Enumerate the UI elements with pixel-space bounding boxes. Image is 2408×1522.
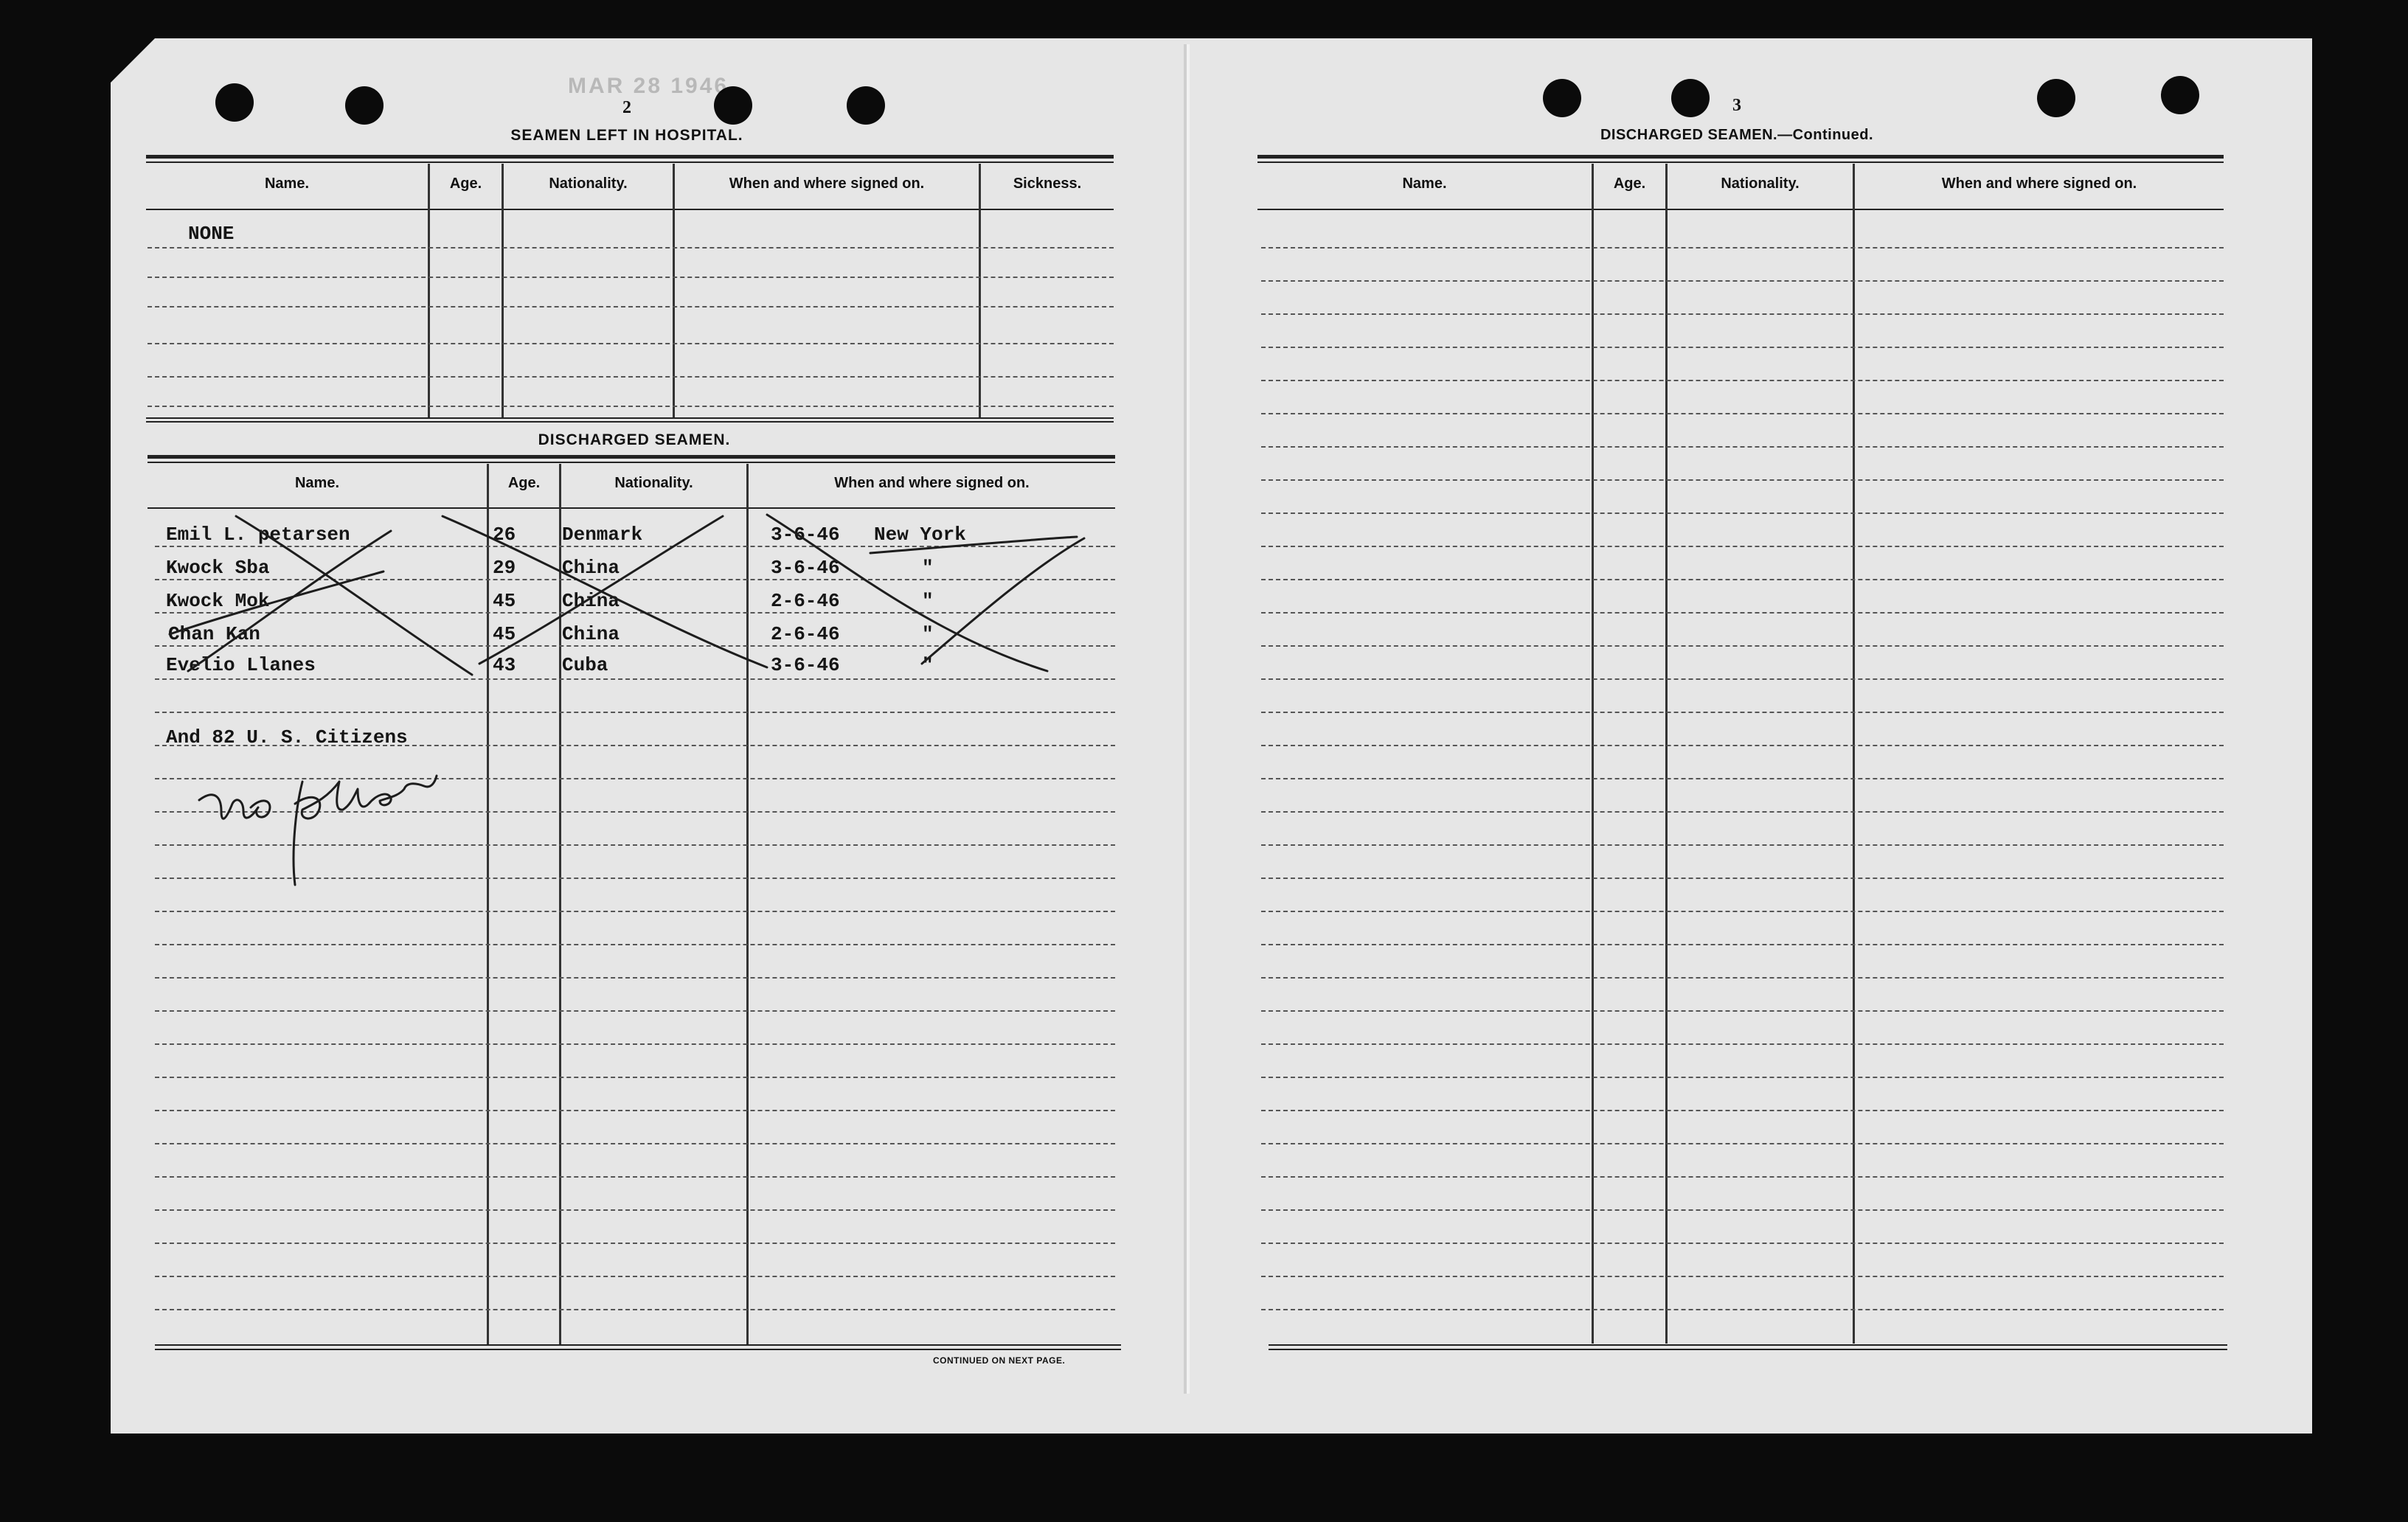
ruled-line <box>1261 612 2224 614</box>
punch-hole <box>2161 76 2199 114</box>
discharged-bottom-rule-2 <box>155 1349 1121 1350</box>
ruled-line <box>1261 512 2224 514</box>
seaman-age: 43 <box>493 654 516 676</box>
hospital-col-age: Age. <box>449 176 482 192</box>
punch-hole <box>215 83 254 122</box>
right-top-rule <box>1257 155 2224 159</box>
discharged-bottom-rule <box>155 1344 1121 1346</box>
ruled-line <box>148 343 1114 344</box>
ruled-line <box>155 1276 1115 1277</box>
ruled-line <box>1261 546 2224 547</box>
signed-on-place: New York <box>874 524 966 546</box>
right-top-rule-2 <box>1257 161 2224 163</box>
signed-on-date: 3-6-46 <box>771 654 840 676</box>
right-col-nationality: Nationality. <box>1721 176 1800 192</box>
ruled-line <box>1261 944 2224 945</box>
right-bottom-rule-2 <box>1269 1349 2227 1350</box>
ruled-line <box>155 844 1115 846</box>
ruled-line <box>1261 380 2224 381</box>
punch-hole <box>2037 79 2075 117</box>
punch-hole <box>345 86 384 125</box>
signed-on-date: 2-6-46 <box>771 623 840 645</box>
discharged-header-rule <box>148 507 1115 509</box>
ruled-line <box>155 878 1115 879</box>
hospital-section-title: SEAMEN LEFT IN HOSPITAL. <box>510 127 743 144</box>
ruled-line <box>148 247 1114 249</box>
seaman-age: 45 <box>493 623 516 645</box>
seaman-name: Evelio Llanes <box>166 654 316 676</box>
seaman-age: 45 <box>493 590 516 612</box>
ruled-line <box>1261 1143 2224 1144</box>
seaman-nationality: China <box>562 557 620 579</box>
signed-on-date: 2-6-46 <box>771 590 840 612</box>
ruled-line <box>155 678 1115 680</box>
discharged-col-age: Age. <box>507 475 541 491</box>
discharged-col-signed-on: When and where signed on. <box>834 475 1030 491</box>
ruled-line <box>1261 313 2224 315</box>
ruled-line <box>155 944 1115 945</box>
discharged-col-nationality: Nationality. <box>614 475 693 491</box>
hospital-col-nationality: Nationality. <box>549 176 628 192</box>
ruled-line <box>1261 712 2224 713</box>
ruled-line <box>155 1010 1115 1012</box>
ruled-line <box>1261 1043 2224 1045</box>
seaman-age: 26 <box>493 524 516 546</box>
ruled-line <box>148 376 1114 378</box>
seaman-name: Kwock Mok <box>166 590 270 612</box>
ruled-line <box>155 645 1115 647</box>
ruled-line <box>155 579 1115 580</box>
ruled-line <box>1261 1176 2224 1178</box>
ruled-line <box>148 406 1114 407</box>
ruled-line <box>155 712 1115 713</box>
discharged-top-rule <box>148 455 1115 459</box>
signed-on-place: " <box>922 654 934 676</box>
ruled-line <box>1261 1209 2224 1211</box>
ruled-line <box>1261 579 2224 580</box>
date-stamp: MAR 28 1946 <box>568 74 729 98</box>
ruled-line <box>1261 745 2224 746</box>
ruled-line <box>155 911 1115 912</box>
seaman-nationality: Denmark <box>562 524 643 546</box>
signed-on-place: " <box>922 590 934 612</box>
hospital-top-rule-2 <box>146 161 1114 163</box>
ruled-line <box>1261 1309 2224 1310</box>
ruled-line <box>1261 1077 2224 1078</box>
seaman-nationality: Cuba <box>562 654 608 676</box>
page-fold-shadow <box>1187 44 1190 1394</box>
page-number: 3 <box>1732 96 1741 115</box>
right-col-divider <box>1853 164 1855 1344</box>
ruled-line <box>1261 678 2224 680</box>
hospital-col-divider <box>673 164 675 418</box>
seaman-nationality: China <box>562 623 620 645</box>
ruled-line <box>1261 1276 2224 1277</box>
ruled-line <box>1261 811 2224 813</box>
discharged-col-divider <box>487 464 489 1345</box>
ruled-line <box>1261 1110 2224 1111</box>
ruled-line <box>1261 645 2224 647</box>
ruled-line <box>155 977 1115 979</box>
ruled-line <box>1261 778 2224 779</box>
ruled-line <box>1261 844 2224 846</box>
ruled-line <box>1261 413 2224 414</box>
discharged-col-name: Name. <box>294 475 340 491</box>
punch-hole <box>1543 79 1581 117</box>
page-number: 2 <box>622 98 631 117</box>
hospital-col-signed-on: When and where signed on. <box>729 176 925 192</box>
ruled-line <box>155 1143 1115 1144</box>
signed-on-place: " <box>922 557 934 579</box>
ruled-line <box>155 612 1115 614</box>
hospital-col-sickness: Sickness. <box>1013 176 1082 192</box>
ruled-line <box>155 1209 1115 1211</box>
seaman-name: Emil L. petarsen <box>166 524 350 546</box>
ruled-line <box>155 1077 1115 1078</box>
discharged-top-rule-2 <box>148 462 1115 463</box>
hospital-col-divider <box>979 164 981 418</box>
right-col-divider <box>1592 164 1594 1344</box>
ruled-line <box>1261 446 2224 448</box>
ruled-line <box>155 1176 1115 1178</box>
right-bottom-rule <box>1269 1344 2227 1346</box>
hospital-col-divider <box>502 164 504 418</box>
hospital-bottom-rule <box>146 417 1114 419</box>
punch-hole <box>1671 79 1710 117</box>
ruled-line <box>155 546 1115 547</box>
ruled-line <box>155 1243 1115 1244</box>
discharged-section-title: DISCHARGED SEAMEN. <box>538 431 731 448</box>
ruled-line <box>155 1043 1115 1045</box>
right-header-rule <box>1257 209 2224 210</box>
citizens-note: And 82 U. S. Citizens <box>166 726 408 748</box>
ruled-line <box>1261 280 2224 282</box>
discharged-col-divider <box>559 464 561 1345</box>
seaman-name: Kwock Sba <box>166 557 270 579</box>
ruled-line <box>148 306 1114 307</box>
hospital-bottom-rule-2 <box>146 421 1114 423</box>
hospital-col-divider <box>428 164 430 418</box>
ruled-line <box>155 1309 1115 1310</box>
seaman-name: Chan Kan <box>168 623 260 645</box>
hospital-top-rule <box>146 155 1114 159</box>
hospital-header-rule <box>146 209 1114 210</box>
ruled-line <box>1261 347 2224 348</box>
seaman-nationality: China <box>562 590 620 612</box>
ruled-line <box>155 1110 1115 1111</box>
hospital-entry: NONE <box>188 223 235 245</box>
ruled-line <box>155 778 1115 779</box>
punch-hole <box>847 86 885 125</box>
ruled-line <box>148 277 1114 278</box>
right-col-name: Name. <box>1402 176 1447 192</box>
ruled-line <box>1261 1243 2224 1244</box>
ruled-line <box>1261 878 2224 879</box>
ruled-line <box>155 811 1115 813</box>
discharged-continued-title: DISCHARGED SEAMEN.—Continued. <box>1600 127 1874 143</box>
signed-on-place: " <box>922 623 934 645</box>
signed-on-date: 3-6-46 <box>771 524 840 546</box>
hospital-col-name: Name. <box>264 176 310 192</box>
discharged-col-divider <box>746 464 749 1345</box>
signed-on-date: 3-6-46 <box>771 557 840 579</box>
right-col-divider <box>1665 164 1668 1344</box>
ruled-line <box>1261 911 2224 912</box>
continued-note: CONTINUED ON NEXT PAGE. <box>933 1355 1066 1366</box>
right-col-signed-on: When and where signed on. <box>1941 176 2137 192</box>
ruled-line <box>1261 1010 2224 1012</box>
right-col-age: Age. <box>1613 176 1646 192</box>
seaman-age: 29 <box>493 557 516 579</box>
ruled-line <box>1261 479 2224 481</box>
ruled-line <box>1261 977 2224 979</box>
ruled-line <box>1261 247 2224 249</box>
